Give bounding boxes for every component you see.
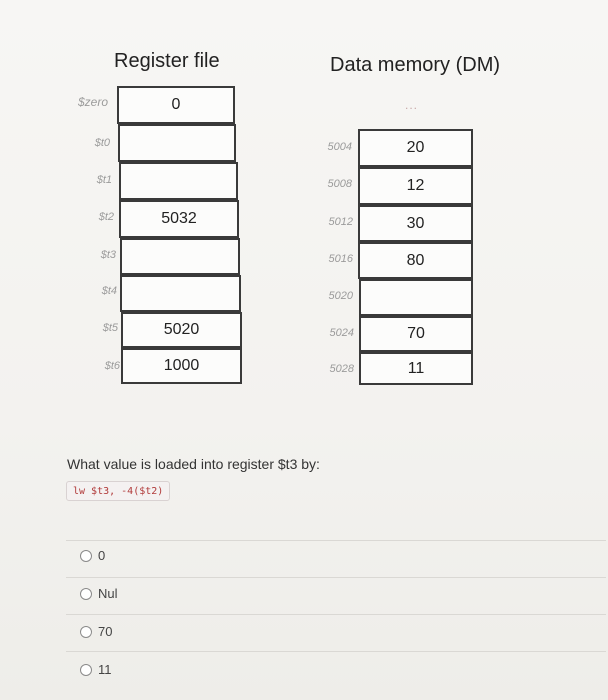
memory-address: 5012 (328, 216, 353, 228)
memory-address: 5024 (329, 327, 354, 339)
memory-cell (359, 279, 473, 316)
register-cell (118, 124, 236, 162)
radio-button[interactable] (80, 664, 92, 676)
register-label: $zero (77, 95, 108, 109)
answer-option-label: 11 (98, 662, 112, 677)
answer-option-3[interactable] (80, 662, 112, 677)
divider (66, 614, 606, 615)
memory-cell: 20 (358, 129, 473, 167)
register-cell (120, 238, 240, 275)
memory-cell: 70 (359, 316, 473, 352)
question-prompt: What value is loaded into register $t3 by: (67, 456, 320, 472)
memory-cell: 12 (358, 167, 473, 205)
radio-button[interactable] (80, 550, 92, 562)
register-cell (120, 275, 241, 312)
register-label: $t3 (100, 249, 116, 261)
register-label: $t1 (96, 174, 112, 186)
register-label: $t2 (98, 211, 114, 223)
divider (66, 651, 606, 652)
radio-button[interactable] (80, 588, 92, 600)
answer-option-0[interactable] (80, 548, 105, 563)
register-cell: 0 (117, 86, 235, 124)
register-file-title: Register file (114, 50, 220, 72)
answer-option-label: 0 (98, 548, 106, 563)
register-label: $t4 (101, 285, 117, 297)
divider (66, 540, 606, 541)
register-cell: 5020 (121, 312, 242, 348)
memory-address: 5004 (327, 141, 352, 153)
question-code: lw $t3, -4($t2) (66, 481, 170, 501)
register-label: $t0 (94, 137, 110, 149)
memory-address: 5008 (327, 178, 352, 190)
data-memory-title: Data memory (DM) (330, 54, 501, 76)
answer-option-2[interactable] (80, 624, 112, 639)
memory-cell: 30 (358, 205, 473, 242)
memory-address: 5028 (329, 363, 354, 375)
memory-address: 5016 (328, 253, 353, 265)
register-cell (119, 162, 238, 200)
register-cell: 5032 (119, 200, 239, 238)
register-label: $t5 (102, 322, 118, 334)
register-cell: 1000 (121, 348, 242, 384)
answer-option-label: Nul (98, 586, 118, 601)
memory-ellipsis: ... (405, 98, 419, 112)
register-label: $t6 (104, 360, 120, 372)
memory-address: 5020 (328, 290, 353, 302)
radio-button[interactable] (80, 626, 92, 638)
memory-cell: 11 (359, 352, 473, 385)
divider (66, 577, 606, 578)
answer-option-1[interactable] (80, 586, 118, 601)
answer-option-label: 70 (98, 624, 113, 639)
memory-cell: 80 (358, 242, 473, 279)
